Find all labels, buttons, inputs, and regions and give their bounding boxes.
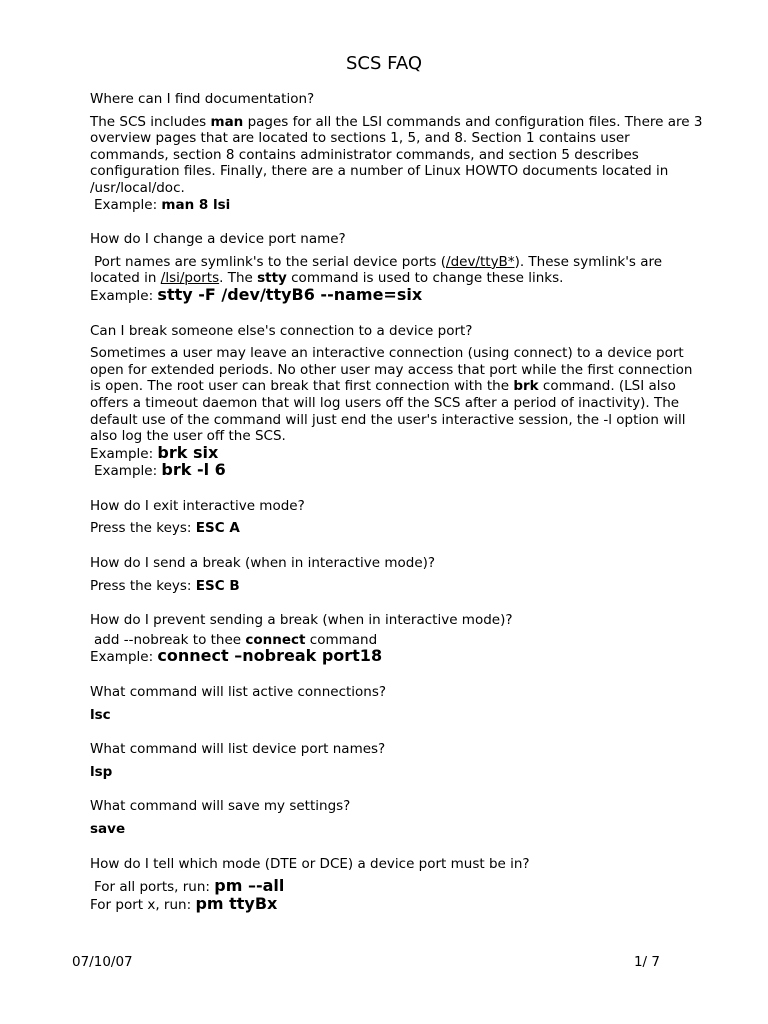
bold-term: man [210,113,244,130]
faq-answer: Press the keys: ESC B [90,577,240,594]
faq-answer [90,821,705,838]
command-name: lsc [90,706,111,723]
example-command: brk six [157,442,219,462]
faq-answer: Sometimes a user may leave an interactive connection (using connect) to a device port open for extended periods. No other user may access that port while the first connection is open. The root user can break that first connection with the brk command. (LSI also offers a timeout daemon that will log users off the SCS after a period of inactivity). The default use of the command will just end the user's interactive session, the -l option will also log the user off the SCS. [90,345,693,445]
faq-answer: add --nobreak to thee connect command [94,631,378,648]
faq-question: How do I change a device port name? [90,231,346,248]
faq-question: Where can I find documentation? [90,91,315,107]
faq-question: How do I tell which mode (DTE or DCE) a device port must be in? [90,855,530,872]
faq-example: Example: brk -l 6 [94,460,226,480]
bold-term: brk [513,378,539,395]
path-link: /lsi/ports [160,270,220,287]
faq-example: Example: stty -F /dev/ttyB6 --name=six [90,284,423,304]
faq-answer [90,707,705,724]
faq-question: What command will save my settings? [90,798,351,815]
faq-question: How do I send a break (when in interactive mode)? [90,555,436,572]
faq-answer: Press the keys: ESC A [90,520,240,537]
example-command: stty -F /dev/ttyB6 --name=six [157,284,423,304]
faq-question: How do I prevent sending a break (when in interactive mode)? [90,612,513,629]
example-command: connect –nobreak port18 [157,646,383,666]
faq-example: Example: connect –nobreak port18 [90,646,383,666]
faq-answer: Port names are symlink's to the serial device ports (/dev/ttyB*). These symlink's are located in /lsi/ports. The stty command is used to change these links. [90,253,663,287]
example-command: man 8 lsi [161,196,231,213]
faq-question: How do I exit interactive mode? [90,497,305,514]
faq-answer: For port x, run: pm ttyBx [90,893,278,913]
key-combo: ESC B [195,577,240,594]
faq-question: Can I break someone else's connection to a device port? [90,322,473,339]
footer-date: 07/10/07 [72,954,133,970]
faq-answer: For all ports, run: pm –-all [94,876,285,896]
command-name: lsp [90,763,113,780]
example-command: pm ttyBx [195,893,278,913]
example-command: pm –-all [214,876,285,896]
key-combo: ESC A [195,520,240,537]
faq-answer [90,764,705,781]
faq-example: Example: brk six [90,442,219,462]
page-title: SCS FAQ [345,53,422,74]
bold-term: stty [257,270,287,287]
faq-example: Example: man 8 lsi [94,196,231,213]
example-command: brk -l 6 [161,460,226,480]
faq-answer: The SCS includes man pages for all the LSI commands and configuration files. There are 3 overview pages that are located to sections 1, 5, and 8. Section 1 contains user commands, section 8 contains administrator commands, and section 5 describes configuration files. Finally, there are a number of Linux HOWTO documents located in /usr/local/doc. [90,113,703,196]
faq-question: What command will list active connections? [90,684,387,701]
footer-page-number: 1/ 7 [633,954,660,970]
faq-question: What command will list device port names? [90,741,386,758]
bold-term: connect [245,631,306,648]
faq-content [90,91,705,913]
path-link: /dev/ttyB* [446,253,515,270]
command-name: save [90,821,126,837]
